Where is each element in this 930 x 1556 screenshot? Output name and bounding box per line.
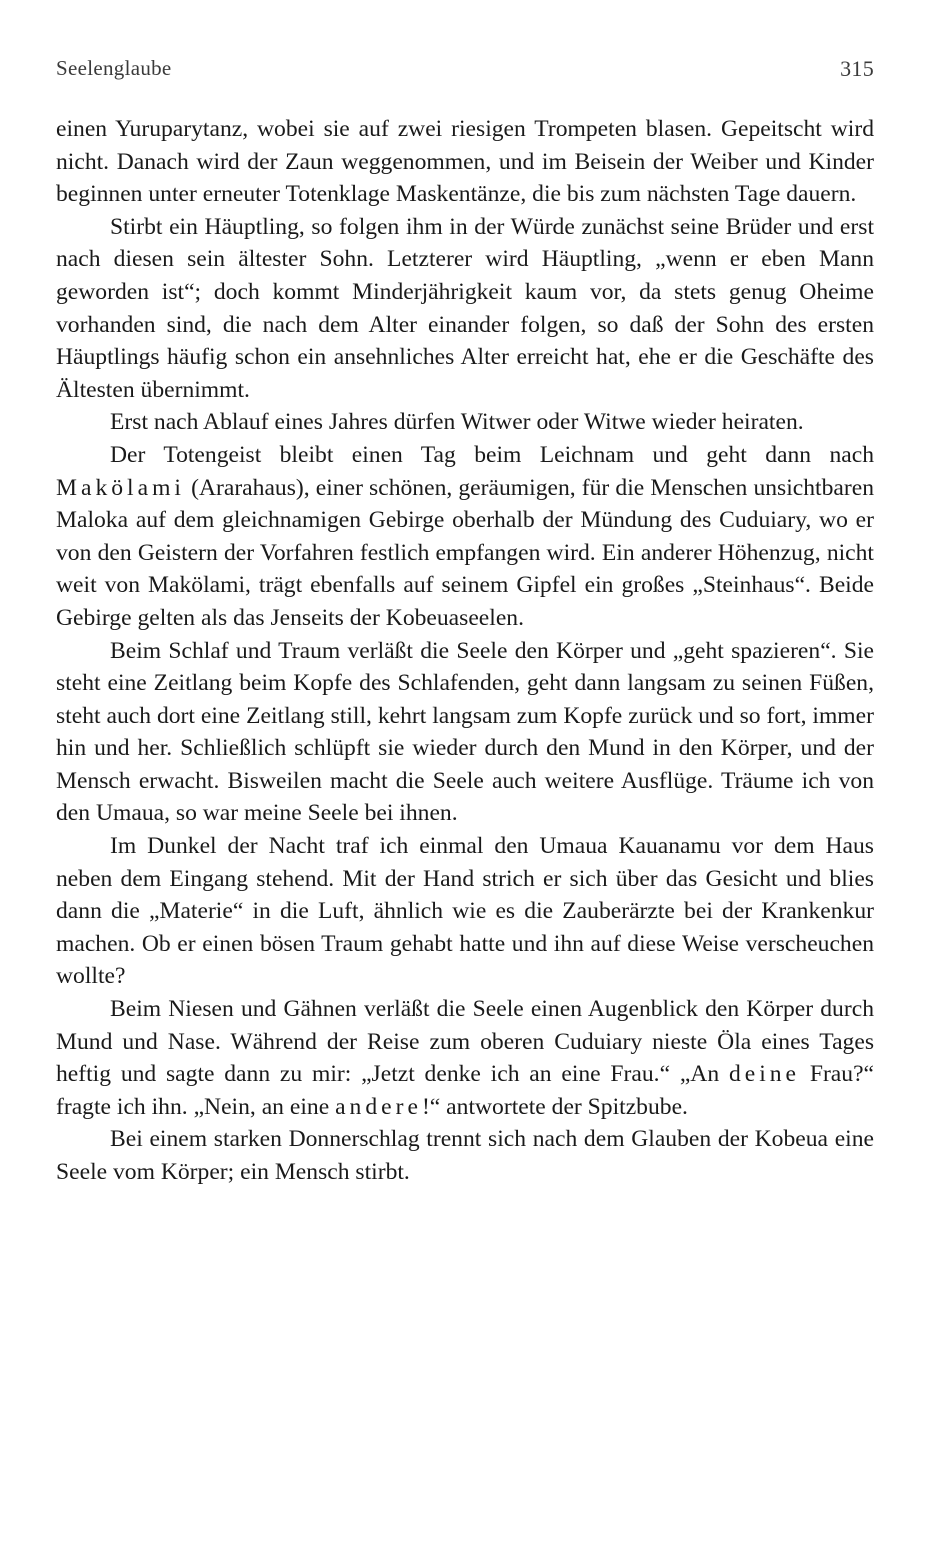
- paragraph-text: Der Totengeist bleibt einen Tag beim Leichnam und geht dann nach: [110, 441, 874, 468]
- body-text: [56, 113, 874, 1189]
- paragraph: Beim Schlaf und Traum verläßt die Seele den Körper und „geht spazieren“. Sie steht eine Zeitlang beim Kopfe des Schlafenden, geht dann langsam zu seinen Füßen, steht auch dort eine Zeitlang still, kehrt langsam zum Kopfe zurück und so fort, immer hin und her. Schließlich schlüpft sie wieder durch den Mund in den Körper, und der Mensch erwacht. Bisweilen macht die Seele auch weitere Ausflüge. Träume ich von den Umaua, so war meine Seele bei ihnen.: [56, 637, 874, 827]
- running-head: [56, 56, 874, 86]
- paragraph: Im Dunkel der Nacht traf ich einmal den Umaua Kauanamu vor dem Haus neben dem Eingang stehend. Mit der Hand strich er sich über das Gesicht und blies dann die „Materie“ in die Luft, ähnlich wie es die Zauberärzte bei der Krankenkur machen. Ob er einen bösen Traum gehabt hatte und ihn auf diese Weise verscheuchen wollte?: [56, 833, 874, 990]
- paragraph-text: (Ararahaus), einer schönen, geräumigen, für die Menschen unsichtbaren Maloka auf dem gleichnamigen Gebirge oberhalb der Mündung des Cuduiary, wo er von den Geistern der Vorfahren festlich empfangen wird. Ein anderer Höhenzug, nicht weit von Makölami, trägt ebenfalls auf seinem Gipfel ein großes „Steinhaus“. Beide Gebirge gelten als das Jenseits der Kobeuaseelen.: [56, 474, 874, 631]
- paragraph: Bei einem starken Donnerschlag trennt sich nach dem Glauben der Kobeua eine Seele vom Körper; ein Mensch stirbt.: [56, 1126, 874, 1185]
- paragraph: einen Yuruparytanz, wobei sie auf zwei riesigen Trompeten blasen. Gepeitscht wird nicht. Danach wird der Zaun weggenommen, und im Beisein der Weiber und Kinder beginnen unter erneuter Totenklage Maskentänze, die bis zum nächsten Tage dauern.: [56, 116, 874, 208]
- paragraph: [56, 439, 874, 635]
- emphasized-word: andere: [335, 1093, 422, 1120]
- page-number: 315: [840, 56, 874, 81]
- paragraph-text: !“ antwortete der Spitzbube.: [421, 1093, 688, 1120]
- paragraph: Stirbt ein Häuptling, so folgen ihm in der Würde zunächst seine Brüder und erst nach diesen sein ältester Sohn. Letzterer wird Häuptling, „wenn er eben Mann geworden ist“; doch kommt Minderjährigkeit kaum vor, da stets genug Oheime vorhanden sind, die nach dem Alter einander folgen, so daß der Sohn des ersten Häuptlings häufig schon ein ansehnliches Alter erreicht hat, ehe er die Geschäfte des Ältesten übernimmt.: [56, 213, 874, 403]
- paragraph-text: Beim Niesen und Gähnen verläßt die Seele einen Augenblick den Körper durch Mund und Nase. Während der Reise zum oberen Cuduiary nieste Öla eines Tages heftig und sagte dann zu mir: „Jetzt denke ich an eine Frau.“ „An: [56, 996, 874, 1088]
- emphasized-word: deine: [728, 1061, 801, 1088]
- running-title: Seelenglaube: [56, 56, 172, 80]
- emphasized-name: Makölami: [56, 474, 185, 501]
- paragraph: Erst nach Ablauf eines Jahres dürfen Witwer oder Witwe wieder heiraten.: [110, 409, 804, 436]
- paragraph: [56, 993, 874, 1123]
- paragraph-text: Frau?“ fragte ich ihn. „Nein, an eine: [56, 1061, 875, 1120]
